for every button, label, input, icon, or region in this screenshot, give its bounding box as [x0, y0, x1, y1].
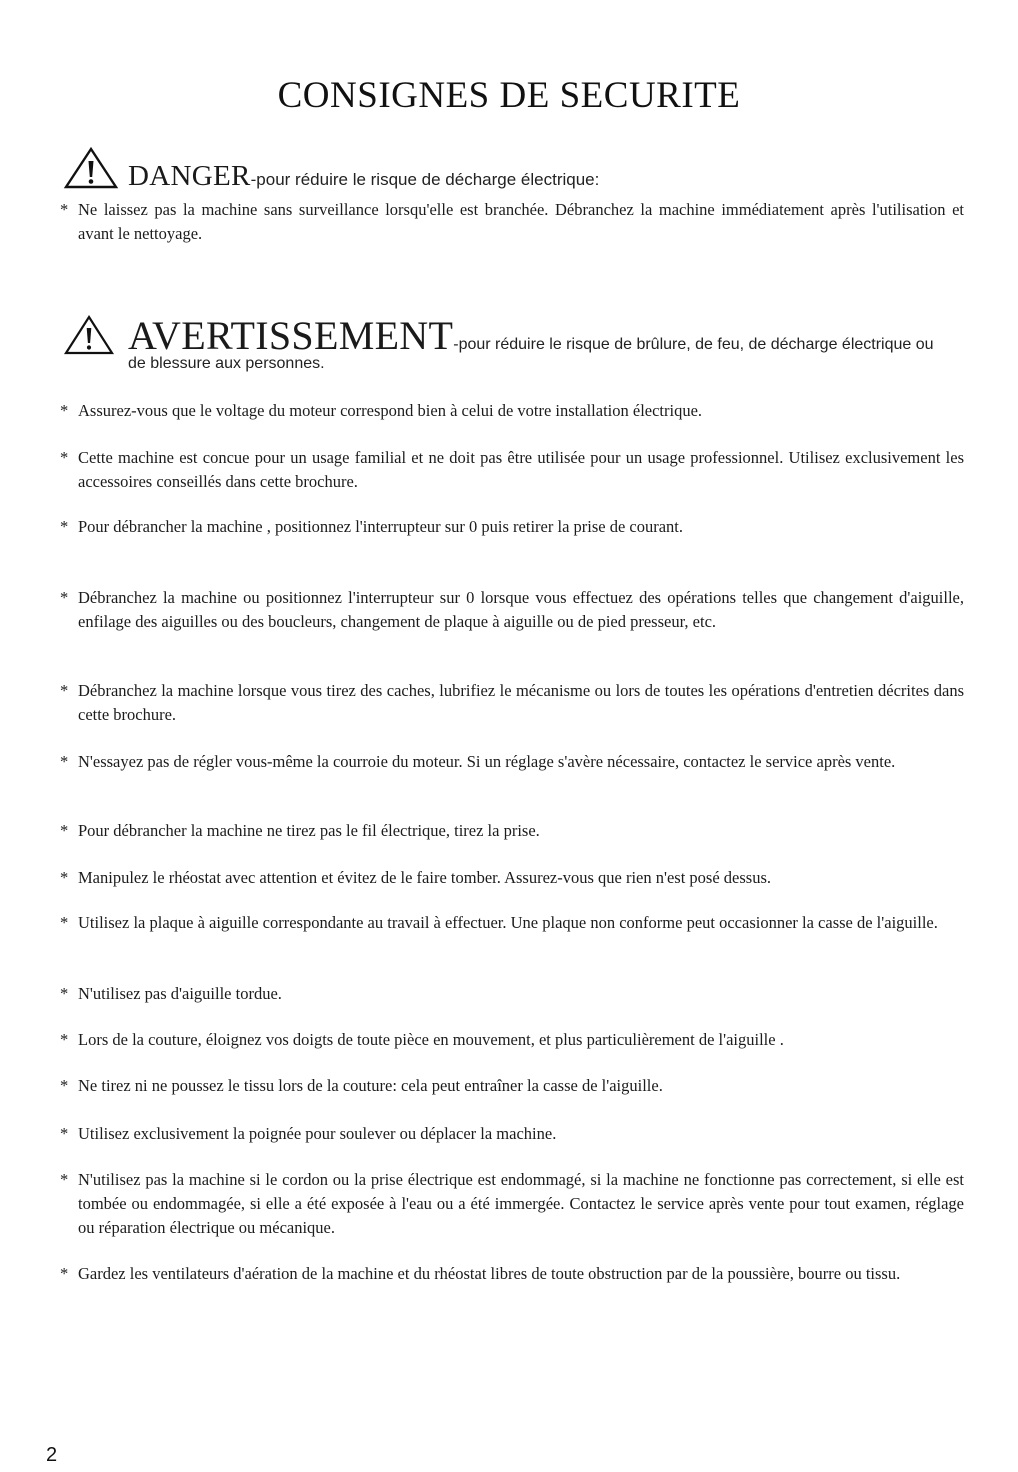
avertissement-label: AVERTISSEMENT: [128, 313, 454, 358]
bullet-text: Ne tirez ni ne poussez le tissu lors de la couture: cela peut entraîner la casse de l'aiguille.: [78, 1076, 663, 1095]
danger-heading: [128, 160, 599, 193]
bullet-marker: *: [60, 1264, 69, 1283]
bullet-text: Cette machine est concue pour un usage familial et ne doit pas être utilisée pour un usage professionnel. Utilisez exclusivement les accessoires conseillés dans cette brochure.: [78, 448, 964, 491]
warning-bullet: [60, 1074, 964, 1098]
bullet-text: Débranchez la machine ou positionnez l'interrupteur sur 0 lorsque vous effectuez des opérations telles que changement d'aiguille, enfilage des aiguilles ou des boucleurs, changement de plaque à aiguille ou de pied presseur, etc.: [78, 588, 964, 631]
bullet-text: Utilisez la plaque à aiguille correspondante au travail à effectuer. Une plaque non conforme peut occasionner la casse de l'aiguille.: [78, 913, 938, 932]
bullet-marker: *: [60, 681, 69, 700]
danger-subtitle: -pour réduire le risque de décharge électrique:: [250, 170, 600, 189]
bullet-text: N'utilisez pas la machine si le cordon ou la prise électrique est endommagé, si la machine ne fonctionne pas correctement, si elle est tombée ou endommagée, si elle a été exposée à l'eau ou a été immergée. Contactez le service après vente pour tout examen, réglage ou réparation électrique ou mécanique.: [78, 1170, 964, 1237]
warning-bullet: [60, 1168, 964, 1240]
bullet-text: Manipulez le rhéostat avec attention et évitez de le faire tomber. Assurez-vous que rien n'est posé dessus.: [78, 868, 771, 887]
bullet-text: Gardez les ventilateurs d'aération de la machine et du rhéostat libres de toute obstruction par de la poussière, bourre ou tissu.: [78, 1264, 901, 1283]
danger-bullet: [60, 198, 964, 246]
bullet-text: Débranchez la machine lorsque vous tirez des caches, lubrifiez le mécanisme ou lors de toutes les opérations d'entretien décrites dans cette brochure.: [78, 681, 964, 724]
warning-bullet: [60, 819, 964, 843]
danger-label: DANGER: [128, 160, 251, 192]
bullet-marker: *: [60, 1170, 69, 1189]
warning-bullet: [60, 399, 964, 423]
avertissement-subtitle-continued: de blessure aux personnes.: [128, 355, 325, 372]
bullet-marker: *: [60, 868, 69, 887]
bullet-text: Assurez-vous que le voltage du moteur correspond bien à celui de votre installation électrique.: [78, 401, 703, 420]
bullet-marker: *: [60, 517, 69, 536]
warning-bullet: [60, 1122, 964, 1146]
bullet-marker: *: [60, 1124, 69, 1143]
warning-bullet: [60, 446, 964, 494]
avertissement-subtitle: -pour réduire le risque de brûlure, de feu, de décharge électrique ou: [453, 336, 934, 353]
bullet-text: N'essayez pas de régler vous-même la courroie du moteur. Si un réglage s'avère nécessaire, contactez le service après vente.: [78, 752, 896, 771]
warning-triangle-icon: [63, 314, 115, 356]
bullet-marker: *: [60, 401, 69, 420]
bullet-marker: *: [60, 752, 69, 771]
warning-bullet: [60, 750, 964, 774]
bullet-text: Lors de la couture, éloignez vos doigts de toute pièce en mouvement, et plus particulièrement de l'aiguille .: [78, 1030, 784, 1049]
bullet-marker: *: [60, 984, 69, 1003]
bullet-marker: *: [60, 1076, 69, 1095]
warning-bullet: [60, 586, 964, 634]
warning-bullet: [60, 515, 964, 539]
bullet-marker: *: [60, 1030, 69, 1049]
bullet-text: N'utilisez pas d'aiguille tordue.: [78, 984, 282, 1003]
bullet-marker: *: [60, 448, 69, 467]
bullet-marker: *: [60, 200, 69, 219]
bullet-marker: *: [60, 913, 69, 932]
warning-bullet: [60, 679, 964, 727]
warning-bullet: [60, 1262, 964, 1286]
bullet-marker: *: [60, 821, 69, 840]
page-title: CONSIGNES DE SECURITE: [277, 75, 741, 116]
bullet-text: Ne laissez pas la machine sans surveillance lorsqu'elle est branchée. Débranchez la machine immédiatement après l'utilisation et avant le nettoyage.: [78, 200, 964, 243]
bullet-text: Pour débrancher la machine ne tirez pas le fil électrique, tirez la prise.: [78, 821, 540, 840]
bullet-marker: *: [60, 588, 69, 607]
warning-bullet: [60, 1028, 964, 1052]
warning-bullet: [60, 866, 964, 890]
warning-bullet: [60, 911, 964, 935]
avertissement-heading: [128, 312, 968, 373]
bullet-text: Pour débrancher la machine , positionnez l'interrupteur sur 0 puis retirer la prise de courant.: [78, 517, 684, 536]
warning-triangle-icon: [63, 146, 119, 190]
warning-bullet: [60, 982, 964, 1006]
page-number: 2: [46, 1444, 58, 1466]
bullet-text: Utilisez exclusivement la poignée pour soulever ou déplacer la machine.: [78, 1124, 557, 1143]
